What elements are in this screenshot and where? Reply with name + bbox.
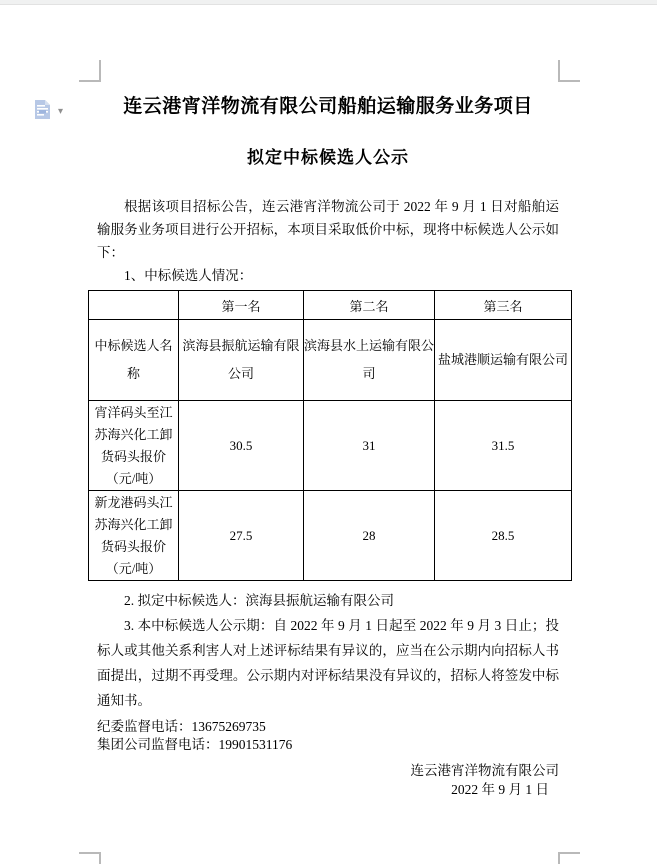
xinlonggang-price-first: 27.5 (179, 491, 304, 581)
row-label-xiaoyang-price: 宵洋码头至江苏海兴化工卸货码头报价（元/吨） (89, 401, 179, 491)
candidate-name-first: 滨海县振航运输有限公司 (179, 320, 304, 401)
section3-paragraph: 3. 本中标候选人公示期：自 2022 年 9 月 1 日起至 2022 年 9 月 3 日止；投标人或其他关系利害人对上述评标结果有异议的，应当在公示期内向招标人书面提出，过期不再受理。公示期内对评标结果没有异议的，招标人将签发中标通知书。 (97, 618, 559, 708)
document-content (94, 95, 568, 799)
table-header-row (89, 291, 572, 320)
signature-date: 2022 年 9 月 1 日 (451, 782, 549, 797)
doc-title: 连云港宵洋物流有限公司船舶运输服务业务项目 (123, 96, 533, 117)
doc-subtitle: 拟定中标候选人公示 (247, 148, 409, 167)
section1-label: 1、中标候选人情况： (124, 268, 253, 283)
row-label-xinlonggang-price: 新龙港码头江苏海兴化工卸货码头报价（元/吨） (89, 491, 179, 581)
section2-paragraph: 2. 拟定中标候选人：滨海县振航运输有限公司 (124, 593, 394, 608)
xinlonggang-price-second: 28 (304, 491, 435, 581)
intro-paragraph: 根据该项目招标公告，连云港宵洋物流公司于 2022 年 9 月 1 日对船舶运输服务业务项目进行公开招标，本项目采取低价中标，现将中标候选人公示如下： (97, 199, 559, 260)
table-row-xinlonggang-price (89, 491, 572, 581)
table-row-candidate-names (89, 320, 572, 401)
window-top-strip (0, 0, 657, 5)
table-row-xiaoyang-price (89, 401, 572, 491)
bid-candidates-table (88, 290, 572, 581)
column-header-first: 第一名 (179, 291, 304, 320)
margin-crop-mark-bottom-right (558, 852, 580, 864)
group-phone-line: 集团公司监督电话：19901531176 (97, 736, 293, 752)
paste-options-icon[interactable] (33, 99, 52, 125)
paste-options-button[interactable] (33, 99, 63, 125)
discipline-phone-line: 纪委监督电话：13675269735 (97, 719, 266, 734)
xiaoyang-price-third: 31.5 (435, 401, 572, 491)
candidate-name-third: 盐城港顺运输有限公司 (435, 320, 572, 401)
signature-company: 连云港宵洋物流有限公司 (410, 763, 559, 778)
margin-crop-mark-bottom-left (79, 852, 101, 864)
table-corner-cell (89, 291, 179, 320)
xinlonggang-price-third: 28.5 (435, 491, 572, 581)
candidate-name-second: 滨海县水上运输有限公司 (304, 320, 435, 401)
row-label-candidate-name: 中标候选人名称 (89, 320, 179, 401)
column-header-third: 第三名 (435, 291, 572, 320)
column-header-second: 第二名 (304, 291, 435, 320)
paste-options-dropdown-arrow[interactable]: ▾ (58, 106, 64, 117)
margin-crop-mark-top-right (558, 60, 580, 82)
margin-crop-mark-top-left (79, 60, 101, 82)
xiaoyang-price-second: 31 (304, 401, 435, 491)
xiaoyang-price-first: 30.5 (179, 401, 304, 491)
